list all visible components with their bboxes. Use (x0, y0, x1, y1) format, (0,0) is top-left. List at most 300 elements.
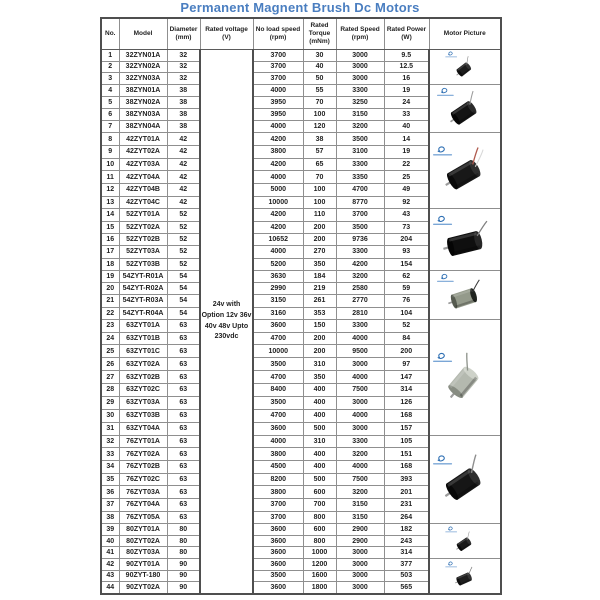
cell-model: 54ZYT-R01A (119, 270, 167, 282)
cell-model: 54ZYT-R02A (119, 283, 167, 295)
cell-diameter: 90 (167, 582, 200, 595)
table-body (101, 50, 501, 595)
cell-no-load-speed: 8200 (253, 473, 303, 486)
cell-diameter: 52 (167, 221, 200, 233)
cell-model: 76ZYT02C (119, 473, 167, 486)
cell-no-load-speed: 3630 (253, 270, 303, 282)
column-header-model (119, 18, 167, 50)
cell-torque: 70 (303, 171, 336, 184)
table-row (101, 133, 501, 146)
cell-no-load-speed: 4000 (253, 435, 303, 448)
cell-no: 23 (101, 319, 119, 332)
cell-no-load-speed: 5000 (253, 183, 303, 196)
cell-no: 39 (101, 524, 119, 536)
cell-no-load-speed: 10652 (253, 233, 303, 245)
cell-diameter: 52 (167, 258, 200, 270)
brand-watermark-icon (437, 88, 454, 96)
cell-rated-speed: 3250 (336, 96, 384, 108)
cell-torque: 800 (303, 511, 336, 524)
cell-power: 104 (384, 307, 429, 319)
cell-no-load-speed: 4700 (253, 371, 303, 384)
motor-picture-cell (429, 209, 501, 271)
cell-power: 40 (384, 121, 429, 133)
cell-no: 31 (101, 422, 119, 435)
column-header-label: Rated Speed (340, 25, 380, 33)
cell-model: 42ZYT04A (119, 171, 167, 184)
cell-diameter: 63 (167, 486, 200, 499)
cell-torque: 150 (303, 319, 336, 332)
column-header-torque (303, 18, 336, 50)
cell-no-load-speed: 8400 (253, 383, 303, 396)
cell-model: 76ZYT04A (119, 498, 167, 511)
cell-rated-speed: 3300 (336, 158, 384, 171)
cell-power: 105 (384, 435, 429, 448)
cell-torque: 70 (303, 96, 336, 108)
cell-rated-speed: 3150 (336, 511, 384, 524)
cell-no: 41 (101, 547, 119, 559)
cell-no: 3 (101, 73, 119, 85)
motor-picture-cell (429, 319, 501, 435)
cell-no-load-speed: 5200 (253, 258, 303, 270)
cell-rated-speed: 3300 (336, 246, 384, 258)
cell-diameter: 63 (167, 345, 200, 358)
cell-diameter: 63 (167, 473, 200, 486)
cell-diameter: 38 (167, 96, 200, 108)
cell-power: 16 (384, 73, 429, 85)
cell-diameter: 32 (167, 73, 200, 85)
cell-power: 25 (384, 171, 429, 184)
cell-model: 63ZYT03A (119, 396, 167, 409)
cell-power: 157 (384, 422, 429, 435)
cell-torque: 270 (303, 246, 336, 258)
cell-rated-speed: 3700 (336, 209, 384, 221)
cell-no-load-speed: 4700 (253, 409, 303, 422)
cell-no: 8 (101, 133, 119, 146)
cell-torque: 310 (303, 435, 336, 448)
cell-model: 52ZYT02A (119, 221, 167, 233)
cell-rated-speed: 3300 (336, 319, 384, 332)
cell-no: 1 (101, 50, 119, 62)
brand-watermark-icon (445, 562, 457, 567)
table-row (101, 209, 501, 221)
table-row (101, 319, 501, 332)
cell-power: 151 (384, 448, 429, 461)
cell-diameter: 32 (167, 50, 200, 62)
cell-no-load-speed: 4000 (253, 121, 303, 133)
cell-power: 503 (384, 570, 429, 581)
cell-no: 17 (101, 246, 119, 258)
motor-photo (431, 87, 499, 131)
column-header-rated_speed (336, 18, 384, 50)
cell-rated-speed: 2900 (336, 524, 384, 536)
header-row (101, 18, 501, 50)
cell-power: 231 (384, 498, 429, 511)
cell-model: 80ZYT01A (119, 524, 167, 536)
cell-rated-speed: 3200 (336, 448, 384, 461)
cell-rated-speed: 4000 (336, 409, 384, 422)
cell-torque: 353 (303, 307, 336, 319)
cell-model: 52ZYT03A (119, 246, 167, 258)
cell-model: 32ZYN03A (119, 73, 167, 85)
cell-no: 26 (101, 358, 119, 371)
cell-no: 15 (101, 221, 119, 233)
cell-no: 10 (101, 158, 119, 171)
cell-rated-speed: 9500 (336, 345, 384, 358)
cell-no: 24 (101, 332, 119, 345)
cell-no-load-speed: 3600 (253, 535, 303, 547)
cell-no: 29 (101, 396, 119, 409)
cell-rated-speed: 4000 (336, 371, 384, 384)
cell-no-load-speed: 4200 (253, 221, 303, 233)
cell-model: 63ZYT02B (119, 371, 167, 384)
cell-no: 37 (101, 498, 119, 511)
cell-power: 73 (384, 221, 429, 233)
cell-torque: 50 (303, 73, 336, 85)
cell-diameter: 63 (167, 383, 200, 396)
motor-picture-cell (429, 524, 501, 559)
table-header (101, 18, 501, 50)
cell-power: 84 (384, 332, 429, 345)
cell-power: 14 (384, 133, 429, 146)
table-row (101, 270, 501, 282)
motor-photo (431, 212, 499, 268)
cell-model: 63ZYT03B (119, 409, 167, 422)
cell-model: 52ZYT03B (119, 258, 167, 270)
column-header-unit: (W) (401, 34, 412, 41)
cell-no-load-speed: 4200 (253, 158, 303, 171)
cell-power: 92 (384, 196, 429, 209)
cell-diameter: 42 (167, 146, 200, 159)
column-header-label: No. (105, 29, 116, 37)
cell-rated-speed: 2810 (336, 307, 384, 319)
cell-rated-speed: 3000 (336, 358, 384, 371)
column-header-unit: (mNm) (309, 38, 330, 46)
cell-torque: 38 (303, 133, 336, 146)
cell-no-load-speed: 3800 (253, 146, 303, 159)
cell-diameter: 63 (167, 319, 200, 332)
cell-no-load-speed: 3800 (253, 486, 303, 499)
cell-no: 12 (101, 183, 119, 196)
motor-picture-cell (429, 435, 501, 524)
cell-model: 63ZYT02C (119, 383, 167, 396)
cell-model: 63ZYT01A (119, 319, 167, 332)
cell-power: 154 (384, 258, 429, 270)
cell-rated-speed: 8770 (336, 196, 384, 209)
cell-model: 76ZYT02A (119, 448, 167, 461)
cell-torque: 350 (303, 371, 336, 384)
cell-power: 52 (384, 319, 429, 332)
cell-diameter: 63 (167, 396, 200, 409)
cell-rated-speed: 2580 (336, 283, 384, 295)
cell-model: 63ZYT01B (119, 332, 167, 345)
cell-power: 93 (384, 246, 429, 258)
cell-no-load-speed: 3600 (253, 559, 303, 570)
cell-power: 147 (384, 371, 429, 384)
cell-diameter: 38 (167, 84, 200, 96)
cell-rated-speed: 7500 (336, 473, 384, 486)
cell-torque: 219 (303, 283, 336, 295)
cell-power: 19 (384, 146, 429, 159)
cell-power: 9.5 (384, 50, 429, 62)
motor-photo (431, 51, 499, 82)
column-header-unit: (rpm) (351, 34, 369, 41)
cell-model: 63ZYT01C (119, 345, 167, 358)
cell-no: 33 (101, 448, 119, 461)
cell-torque: 40 (303, 61, 336, 73)
cell-no: 2 (101, 61, 119, 73)
cell-diameter: 42 (167, 171, 200, 184)
cell-diameter: 63 (167, 422, 200, 435)
cell-model: 80ZYT03A (119, 547, 167, 559)
cell-torque: 30 (303, 50, 336, 62)
cell-power: 168 (384, 409, 429, 422)
cell-diameter: 54 (167, 270, 200, 282)
cell-diameter: 63 (167, 435, 200, 448)
cell-rated-speed: 3300 (336, 84, 384, 96)
cell-torque: 400 (303, 460, 336, 473)
cell-model: 38ZYN02A (119, 96, 167, 108)
cell-no: 34 (101, 460, 119, 473)
cell-no-load-speed: 3600 (253, 319, 303, 332)
cell-power: 182 (384, 524, 429, 536)
cell-no-load-speed: 10000 (253, 196, 303, 209)
cell-no-load-speed: 3600 (253, 547, 303, 559)
cell-rated-speed: 3200 (336, 486, 384, 499)
cell-torque: 55 (303, 84, 336, 96)
cell-no-load-speed: 4000 (253, 246, 303, 258)
column-header-diameter (167, 18, 200, 50)
cell-power: 243 (384, 535, 429, 547)
cell-no-load-speed: 4000 (253, 171, 303, 184)
cell-no: 36 (101, 486, 119, 499)
cell-no-load-speed: 3800 (253, 448, 303, 461)
cell-no: 6 (101, 109, 119, 121)
cell-torque: 700 (303, 498, 336, 511)
cell-model: 38ZYN03A (119, 109, 167, 121)
cell-model: 80ZYT02A (119, 535, 167, 547)
column-header-label: Motor Picture (443, 29, 486, 37)
cell-no: 25 (101, 345, 119, 358)
cell-no: 16 (101, 233, 119, 245)
cell-diameter: 54 (167, 307, 200, 319)
cell-diameter: 63 (167, 460, 200, 473)
cell-torque: 100 (303, 183, 336, 196)
cell-rated-speed: 4000 (336, 460, 384, 473)
cell-model: 90ZYT02A (119, 582, 167, 595)
cell-torque: 800 (303, 535, 336, 547)
cell-rated-speed: 4700 (336, 183, 384, 196)
brand-watermark-icon (433, 456, 452, 465)
cell-rated-speed: 4200 (336, 258, 384, 270)
cell-no-load-speed: 4700 (253, 332, 303, 345)
cell-no: 27 (101, 371, 119, 384)
voltage-note-line: 24v with (212, 300, 241, 308)
motor-picture-cell (429, 270, 501, 319)
cell-model: 52ZYT01A (119, 209, 167, 221)
cell-diameter: 63 (167, 498, 200, 511)
column-header-picture (429, 18, 501, 50)
cell-no-load-speed: 4500 (253, 460, 303, 473)
motor-picture-cell (429, 559, 501, 594)
cell-diameter: 63 (167, 409, 200, 422)
cell-no-load-speed: 3700 (253, 73, 303, 85)
cell-rated-speed: 7500 (336, 383, 384, 396)
cell-no: 44 (101, 582, 119, 595)
cell-no-load-speed: 3500 (253, 396, 303, 409)
cell-torque: 57 (303, 146, 336, 159)
cell-no: 11 (101, 171, 119, 184)
cell-diameter: 63 (167, 332, 200, 345)
cell-no-load-speed: 3950 (253, 109, 303, 121)
cell-model: 90ZYT-180 (119, 570, 167, 581)
cell-diameter: 42 (167, 183, 200, 196)
cell-model: 42ZYT02A (119, 146, 167, 159)
column-header-unit: (rpm) (269, 34, 287, 41)
cell-no-load-speed: 3700 (253, 50, 303, 62)
cell-torque: 1800 (303, 582, 336, 595)
cell-model: 38ZYN01A (119, 84, 167, 96)
cell-power: 43 (384, 209, 429, 221)
cell-diameter: 80 (167, 524, 200, 536)
cell-rated-speed: 3000 (336, 582, 384, 595)
brand-watermark-icon (433, 354, 452, 363)
cell-rated-speed: 2900 (336, 535, 384, 547)
cell-model: 42ZYT04B (119, 183, 167, 196)
cell-torque: 184 (303, 270, 336, 282)
cell-rated-speed: 3000 (336, 61, 384, 73)
cell-diameter: 52 (167, 209, 200, 221)
column-header-label: Diameter (169, 25, 198, 33)
cell-rated-speed: 3300 (336, 435, 384, 448)
cell-power: 565 (384, 582, 429, 595)
cell-model: 76ZYT03A (119, 486, 167, 499)
cell-model: 42ZYT04C (119, 196, 167, 209)
cell-no-load-speed: 3500 (253, 570, 303, 581)
cell-diameter: 52 (167, 233, 200, 245)
cell-rated-speed: 3000 (336, 396, 384, 409)
cell-power: 33 (384, 109, 429, 121)
cell-torque: 400 (303, 383, 336, 396)
table-row (101, 435, 501, 448)
column-header-voltage (200, 18, 253, 50)
cell-no-load-speed: 3500 (253, 358, 303, 371)
motor-photo (431, 439, 499, 520)
motor-picture-cell (429, 50, 501, 85)
cell-power: 12.5 (384, 61, 429, 73)
cell-no: 42 (101, 559, 119, 570)
cell-diameter: 54 (167, 295, 200, 307)
cell-power: 19 (384, 84, 429, 96)
cell-model: 90ZYT01A (119, 559, 167, 570)
column-header-power (384, 18, 429, 50)
cell-model: 76ZYT05A (119, 511, 167, 524)
voltage-note-line: 40v 48v Upto (204, 322, 249, 330)
motor-photo (431, 136, 499, 205)
cell-diameter: 54 (167, 283, 200, 295)
motor-picture-cell (429, 84, 501, 133)
page-title: Permanent Magnent Brush Dc Motors (180, 0, 420, 15)
cell-no: 14 (101, 209, 119, 221)
cell-no-load-speed: 3150 (253, 295, 303, 307)
cell-diameter: 90 (167, 570, 200, 581)
cell-diameter: 80 (167, 547, 200, 559)
cell-torque: 200 (303, 332, 336, 345)
cell-power: 314 (384, 547, 429, 559)
cell-power: 377 (384, 559, 429, 570)
cell-power: 76 (384, 295, 429, 307)
column-header-label: No load speed (255, 25, 301, 33)
cell-power: 168 (384, 460, 429, 473)
cell-model: 76ZYT01A (119, 435, 167, 448)
cell-torque: 600 (303, 486, 336, 499)
cell-no-load-speed: 4000 (253, 84, 303, 96)
cell-rated-speed: 3150 (336, 109, 384, 121)
cell-power: 49 (384, 183, 429, 196)
cell-no: 32 (101, 435, 119, 448)
cell-rated-speed: 3500 (336, 221, 384, 233)
cell-diameter: 32 (167, 61, 200, 73)
cell-no-load-speed: 3600 (253, 422, 303, 435)
cell-no-load-speed: 3700 (253, 511, 303, 524)
voltage-note-line: 230vdc (214, 333, 239, 341)
cell-rated-speed: 2770 (336, 295, 384, 307)
cell-model: 76ZYT02B (119, 460, 167, 473)
cell-power: 97 (384, 358, 429, 371)
column-header-no (101, 18, 119, 50)
cell-no-load-speed: 4200 (253, 133, 303, 146)
cell-torque: 400 (303, 448, 336, 461)
table-row (101, 84, 501, 96)
cell-power: 59 (384, 283, 429, 295)
cell-diameter: 63 (167, 511, 200, 524)
cell-torque: 310 (303, 358, 336, 371)
cell-no: 30 (101, 409, 119, 422)
cell-diameter: 52 (167, 246, 200, 258)
cell-no: 19 (101, 270, 119, 282)
motor-photo (431, 273, 499, 317)
cell-model: 52ZYT02B (119, 233, 167, 245)
cell-power: 201 (384, 486, 429, 499)
cell-torque: 1200 (303, 559, 336, 570)
column-header-unit: (V) (222, 34, 231, 41)
cell-no-load-speed: 3700 (253, 61, 303, 73)
cell-torque: 120 (303, 121, 336, 133)
brand-watermark-icon (437, 274, 454, 282)
cell-torque: 200 (303, 233, 336, 245)
cell-torque: 400 (303, 396, 336, 409)
column-header-unit: (mm) (175, 34, 192, 41)
cell-no-load-speed: 10000 (253, 345, 303, 358)
cell-rated-speed: 3000 (336, 559, 384, 570)
cell-model: 54ZYT-R04A (119, 307, 167, 319)
column-header-label: Rated voltage (205, 25, 248, 33)
cell-no-load-speed: 4200 (253, 209, 303, 221)
cell-diameter: 38 (167, 109, 200, 121)
cell-rated-speed: 3000 (336, 73, 384, 85)
cell-no-load-speed: 2990 (253, 283, 303, 295)
cell-torque: 1600 (303, 570, 336, 581)
cell-torque: 350 (303, 258, 336, 270)
cell-torque: 200 (303, 221, 336, 233)
table-row (101, 50, 501, 62)
cell-no: 7 (101, 121, 119, 133)
cell-rated-speed: 3350 (336, 171, 384, 184)
cell-rated-speed: 3000 (336, 50, 384, 62)
column-header-label: Rated Power (386, 25, 427, 33)
brand-watermark-icon (445, 527, 457, 532)
cell-no: 38 (101, 511, 119, 524)
cell-rated-speed: 3200 (336, 270, 384, 282)
